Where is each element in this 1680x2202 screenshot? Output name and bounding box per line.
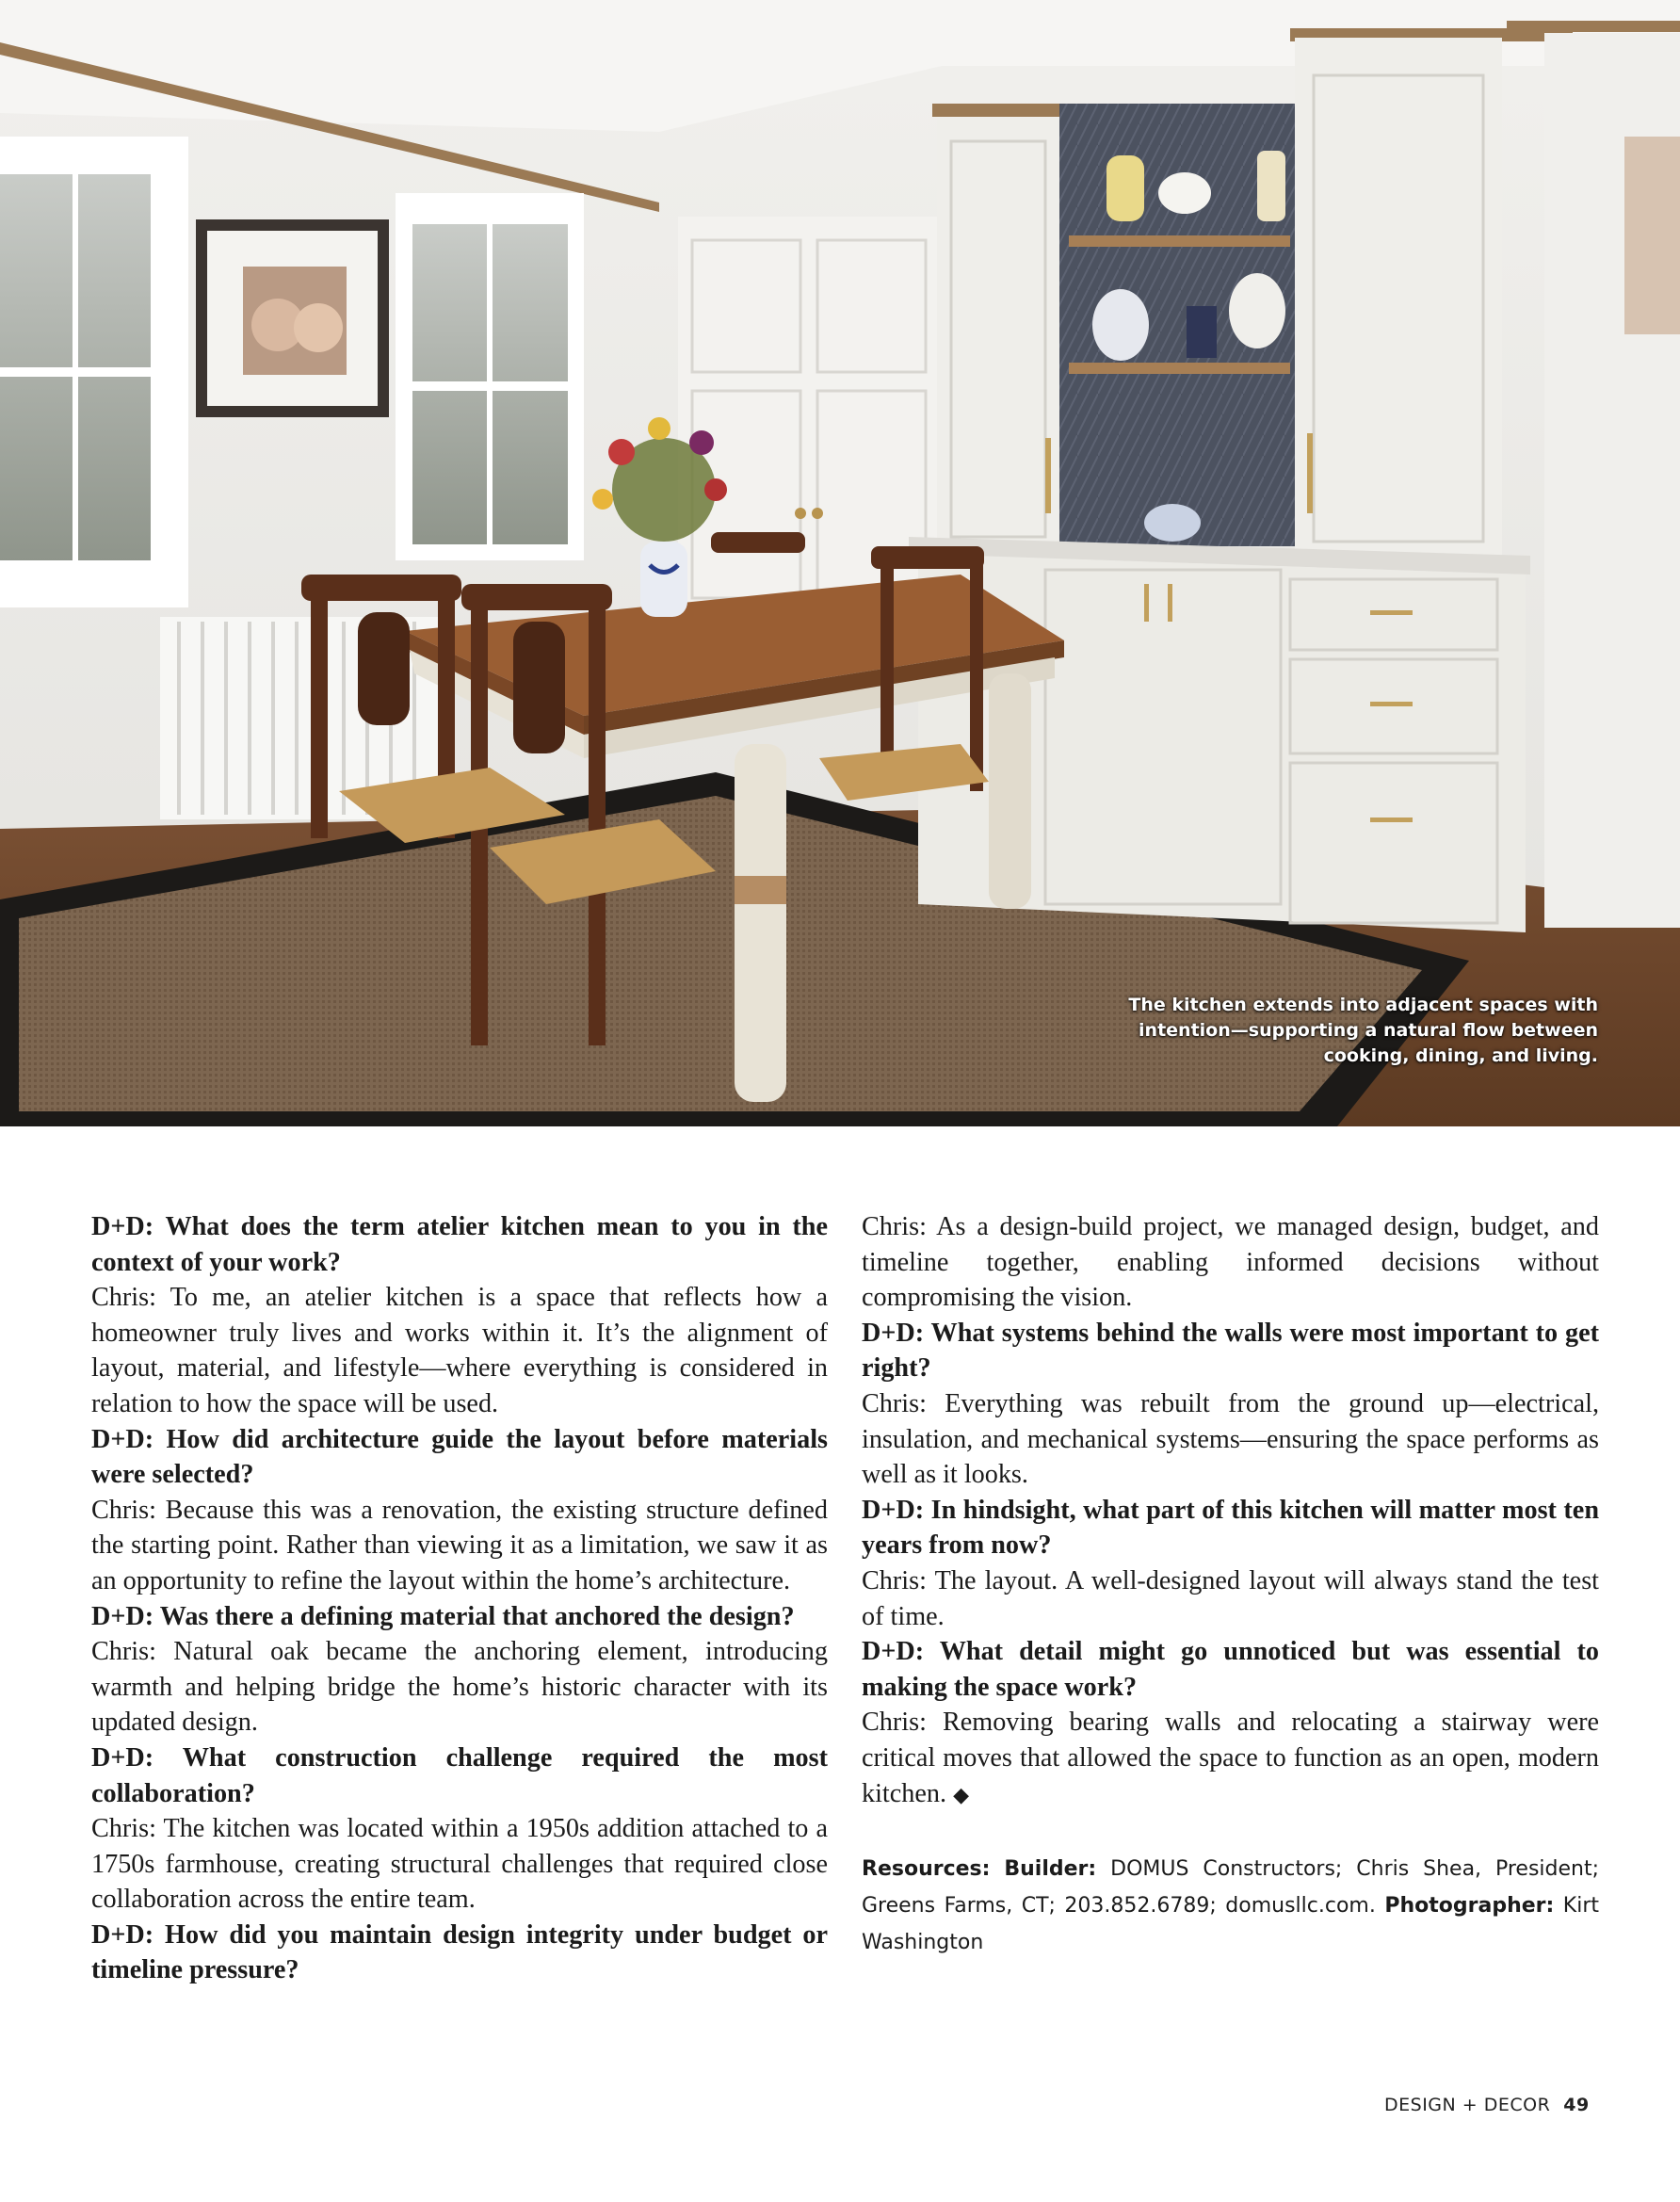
interview-answer: Chris: The layout. A well-designed layout will always stand the test of time. [862, 1565, 1599, 1631]
publication-name: DESIGN + DECOR [1384, 2095, 1551, 2115]
interview-answer: Chris: Natural oak became the anchoring element, introducing warmth and helping bridge the home’s historic character with its updated design. [91, 1637, 828, 1738]
builder-label: Builder: [1004, 1857, 1097, 1881]
interview-answer-text: Chris: Removing bearing walls and relocating a stairway were critical moves that allowed the space to function as an open, modern kitchen. [862, 1708, 1599, 1808]
interview-answer: Chris: The kitchen was located within a 1950s addition attached to a 1750s farmhouse, creating structural challenges that required close collaboration across the entire team. [91, 1814, 828, 1915]
resources-label: Resources: [862, 1857, 991, 1881]
photographer-text: Kirt Washington [862, 1894, 1600, 1954]
interview-question: D+D: What systems behind the walls were most important to get right? [862, 1318, 1599, 1384]
article-left-column [91, 1209, 828, 1988]
builder-text: DOMUS Constructors; Chris Shea, President; Greens Farms, CT; 203.852.6789; domusllc.com. [862, 1857, 1599, 1918]
interview-question: D+D: What detail might go unnoticed but was essential to making the space work? [862, 1637, 1599, 1702]
interview-answer: Chris: Everything was rebuilt from the ground up—electrical, insulation, and mechanical systems—ensuring the space performs as well as it looks. [862, 1388, 1599, 1490]
page-number: 49 [1563, 2095, 1590, 2115]
interview-answer: Chris: Because this was a renovation, the existing structure defined the starting point. Rather than viewing it as a limitation, we saw it as an opportunity to refine the layout within the home’s architecture. [91, 1495, 828, 1595]
interview-answer: Chris: As a design-build project, we managed design, budget, and timeline together, enabling informed decisions without compromising the vision. [862, 1212, 1599, 1313]
end-mark-icon: ◆ [953, 1783, 969, 1807]
article-right-column [862, 1209, 1599, 1813]
interview-question: D+D: What construction challenge required the most collaboration? [91, 1742, 828, 1808]
interview-question: D+D: How did architecture guide the layout before materials were selected? [91, 1424, 828, 1490]
photo-caption: The kitchen extends into adjacent spaces with intention—supporting a natural flow between cooking, dining, and living. [1128, 995, 1598, 1066]
interview-question: D+D: What does the term atelier kitchen mean to you in the context of your work? [91, 1212, 828, 1277]
interview-answer-final [862, 1705, 1599, 1813]
interview-question: D+D: In hindsight, what part of this kitchen will matter most ten years from now? [862, 1495, 1599, 1561]
photographer-label: Photographer: [1384, 1894, 1555, 1918]
resources-credits [862, 1851, 1599, 1961]
interview-answer: Chris: To me, an atelier kitchen is a space that reflects how a homeowner truly lives and works within it. It’s the alignment of layout, material, and lifestyle—where everything is considered in relation to how the space will be used. [91, 1283, 828, 1418]
page-folio [1384, 2095, 1590, 2115]
interview-question: D+D: Was there a defining material that anchored the design? [91, 1601, 795, 1631]
interview-question: D+D: How did you maintain design integrity under budget or timeline pressure? [91, 1919, 828, 1985]
